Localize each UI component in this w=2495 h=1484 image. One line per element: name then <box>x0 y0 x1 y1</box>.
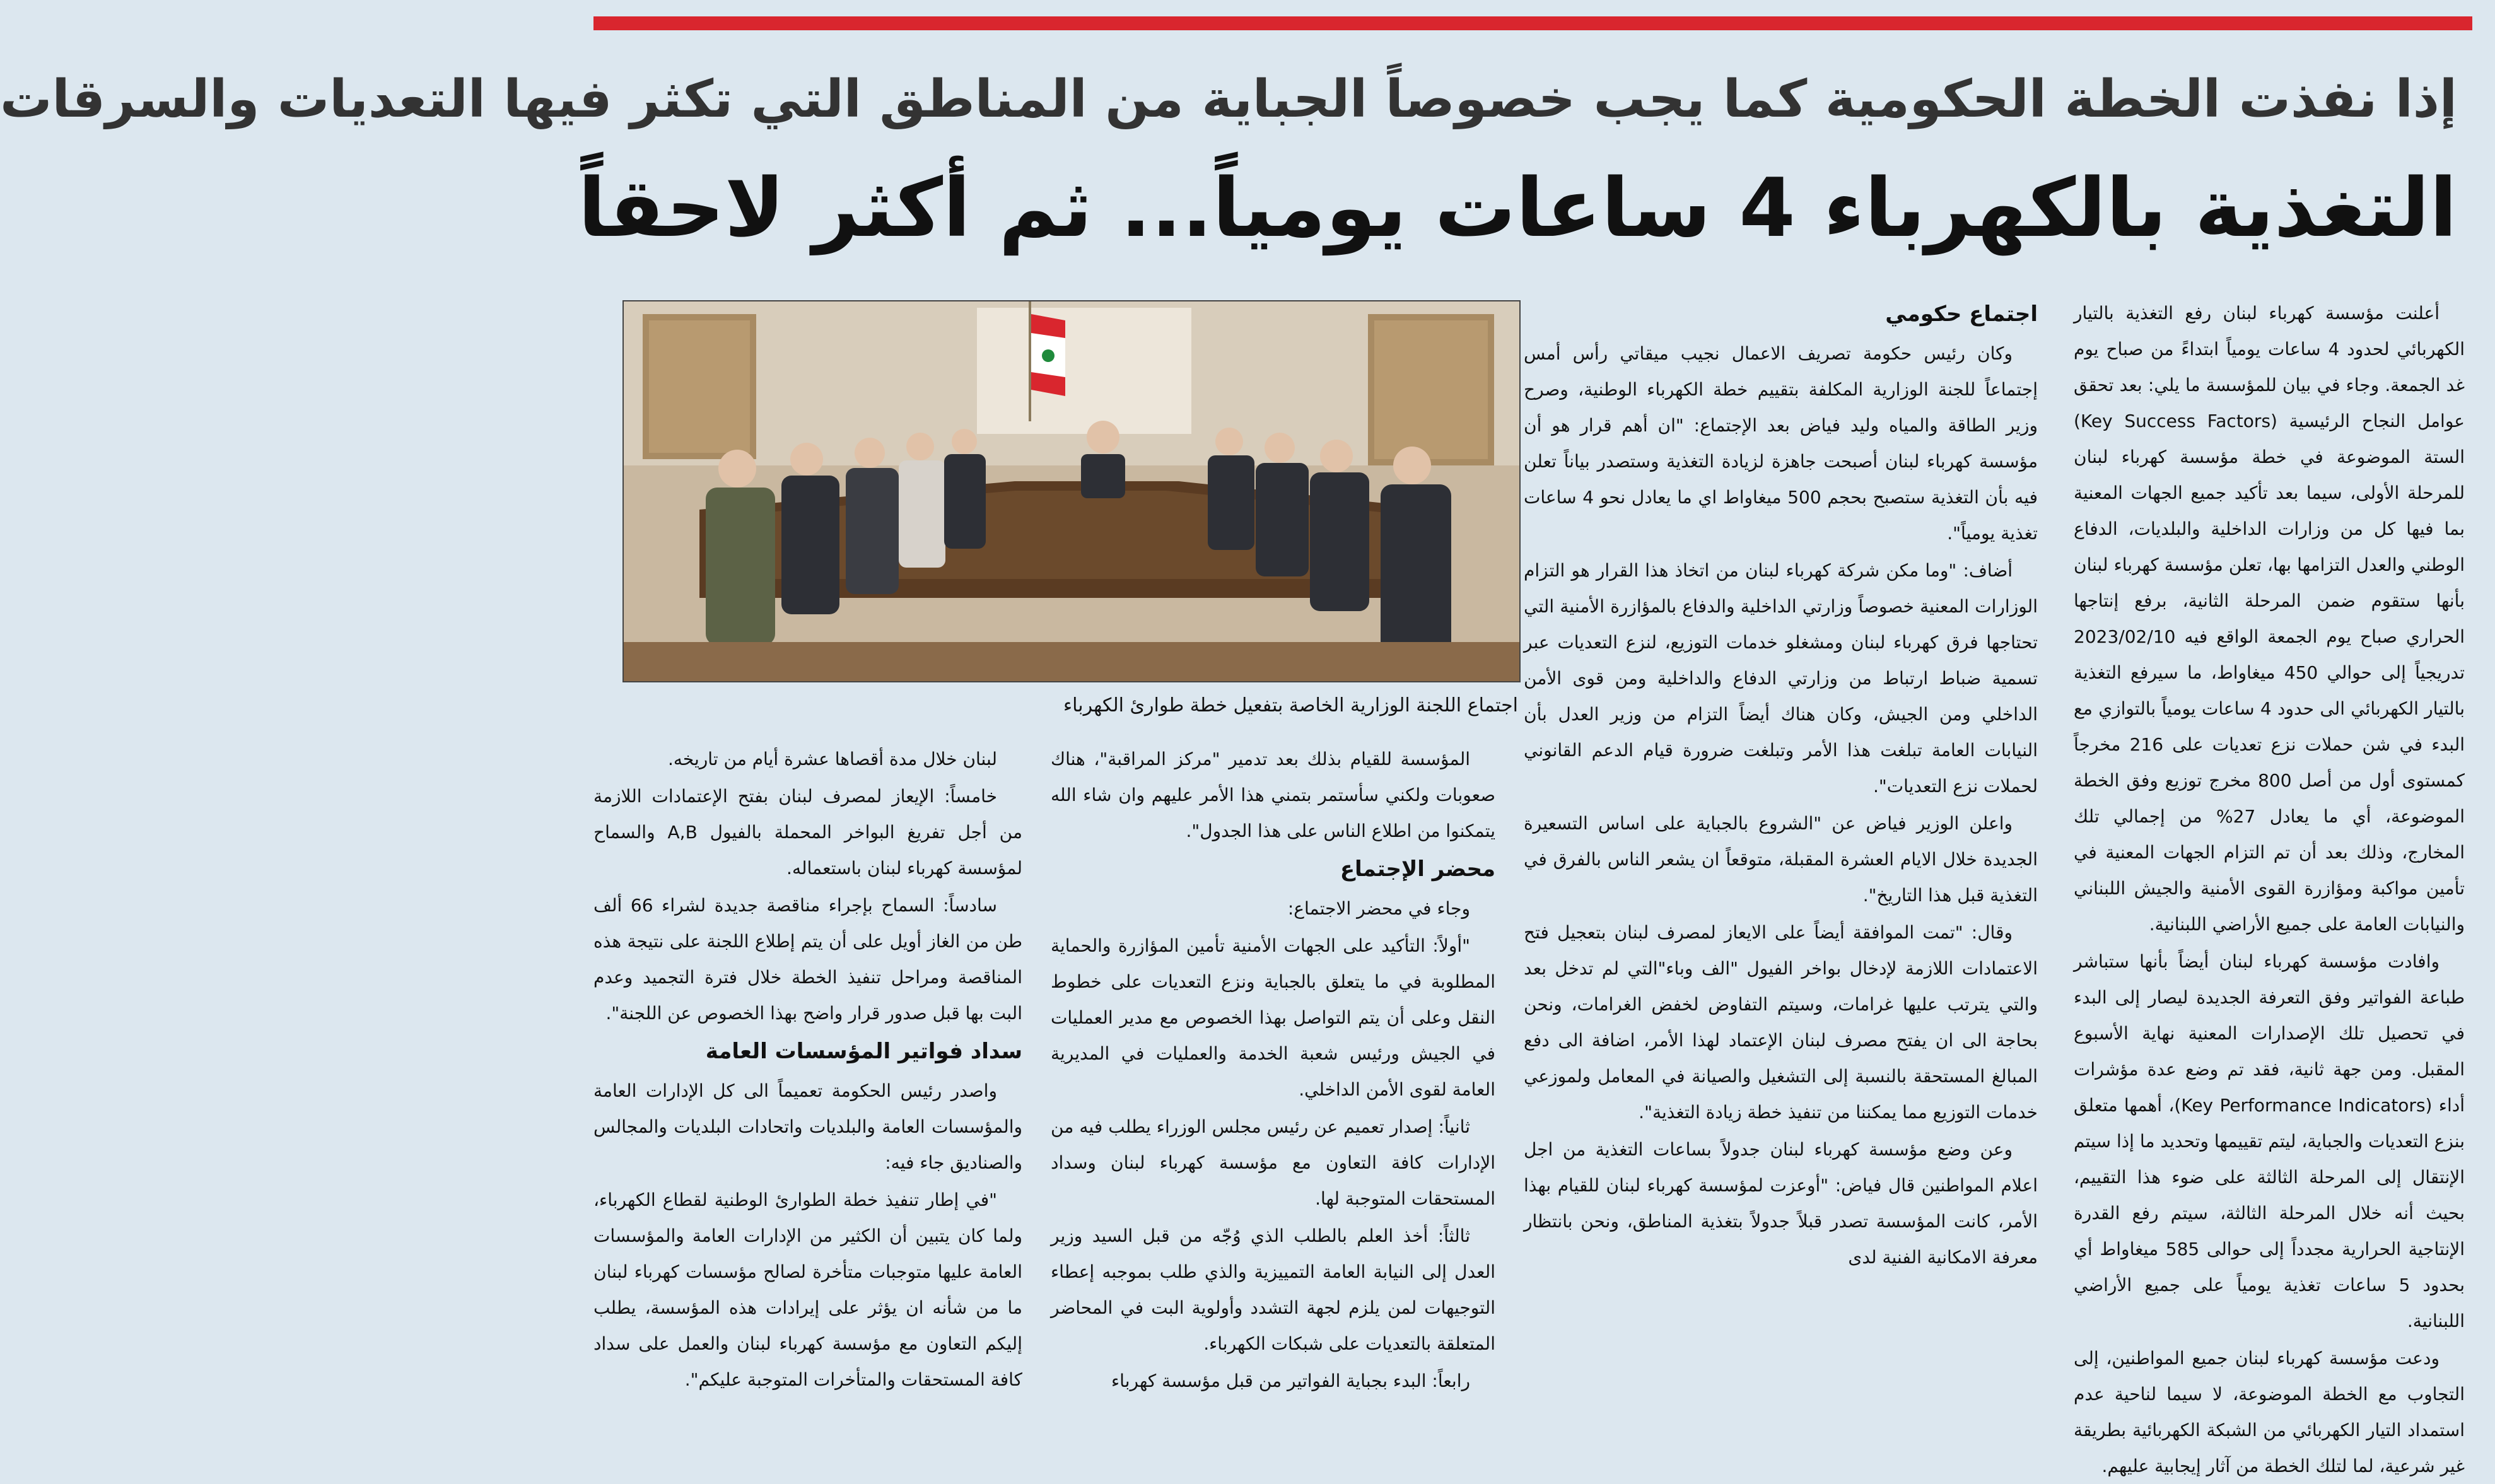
paragraph: سادساً: السماح بإجراء مناقصة جديدة لشراء 66 ألف طن من الغاز أويل على أن يتم إطلاع اللجنة على نتيجة هذه المناقصة ومراحل تنفيذ الخطة خلال فترة التجميد وعدم البت بها قبل صدور قرار واضح بهذا الخصوص عن اللجنة". <box>593 895 1022 1024</box>
paragraph: واعلن الوزير فياض عن "الشروع بالجباية على اساس التسعيرة الجديدة خلال الايام العشرة المقبلة، متوقعاً ان يشعر الناس بالفرق في التغذية قبل هذا التاريخ". <box>1524 813 2038 906</box>
subheading: محضر الإجتماع <box>1340 856 1495 882</box>
paragraph: المؤسسة للقيام بذلك بعد تدمير "مركز المراقبة"، هناك صعوبات ولكني سأستمر بتمني هذا الأمر عليهم وان شاء الله يتمكنوا من اطلاع الناس على هذا الجدول". <box>1051 749 1495 841</box>
paragraph: ودعت مؤسسة كهرباء لبنان جميع المواطنين، إلى التجاوب مع الخطة الموضوعة، لا سيما لناحية عدم استمداد التيار الكهربائي من الشبكة الكهربائية بطريقة غير شرعية، لما لتلك الخطة من آثار إيجابية عليهم. <box>2074 1348 2465 1476</box>
article-column-3 <box>1051 741 1495 1428</box>
photo-caption: اجتماع اللجنة الوزارية الخاصة بتفعيل خطة طوارئ الكهرباء <box>1063 694 1518 716</box>
paragraph: "في إطار تنفيذ خطة الطوارئ الوطنية لقطاع الكهرباء، ولما كان يتبين أن الكثير من الإدارات العامة والمؤسسات العامة عليها متوجبات متأخرة لصالح مؤسسات كهرباء لبنان ما من شأنه ان يؤثر على إيرادات هذه المؤسسة، يطلب إليكم التعاون مع مؤسسة كهرباء لبنان والعمل على سداد كافة المستحقات والمتأخرات المتوجبة عليكم". <box>593 1189 1022 1390</box>
subheading: اجتماع حكومي <box>1885 301 2038 327</box>
main-headline: التغذية بالكهرباء 4 ساعات يومياً... ثم أكثر لاحقاً <box>578 161 2457 255</box>
kicker-headline: إذا نفذت الخطة الحكومية كما يجب خصوصاً الجباية من المناطق التي تكثر فيها التعديات والسرقات <box>0 69 2457 129</box>
paragraph: واصدر رئيس الحكومة تعميماً الى كل الإدارات العامة والمؤسسات العامة والبلديات واتحادات البلديات والمجالس والصناديق جاء فيه: <box>593 1080 1022 1173</box>
article-column-2 <box>1524 295 2038 1424</box>
meeting-photo-illustration <box>624 301 1519 681</box>
paragraph: خامساً: الإيعاز لمصرف لبنان بفتح الإعتمادات اللازمة من أجل تفريغ البواخر المحملة بالفيول A,B والسماح لمؤسسة كهرباء لبنان باستعماله. <box>593 786 1022 879</box>
paragraph: أعلنت مؤسسة كهرباء لبنان رفع التغذية بالتيار الكهربائي لحدود 4 ساعات يومياً ابتداءً من صباح يوم غد الجمعة. وجاء في بيان للمؤسسة ما يلي: بعد تحقق عوامل النجاح الرئيسية (Key Success Factors) الستة الموضوعة في خطة مؤسسة كهرباء لبنان للمرحلة الأولى، سيما بعد تأكيد جميع الجهات المعنية بما فيها كل من وزارات الداخلية والبلديات، الدفاع الوطني والعدل التزامها بها، تعلن مؤسسة كهرباء لبنان بأنها ستقوم ضمن المرحلة الثانية، برفع إنتاجها الحراري صباح يوم الجمعة الواقع فيه 2023/02/10 تدريجياً إلى حوالي 450 ميغاواط، ما سيرفع التغذية بالتيار الكهربائي الى حدود 4 ساعات يومياً بالتوازي مع البدء في شن حملات نزع تعديات على 216 مخرجاً كمستوى أول من أصل 800 مخرج توزيع وفق الخطة الموضوعة، أي ما يعادل 27% من إجمالي تلك المخارج، وذلك بعد أن تم التزام الجهات المعنية في تأمين مواكبة ومؤازرة القوى الأمنية والجيش اللبناني والنيابات العامة على جميع الأراضي اللبنانية. <box>2074 303 2465 935</box>
paragraph: وافادت مؤسسة كهرباء لبنان أيضاً بأنها ستباشر طباعة الفواتير وفق التعرفة الجديدة ليصار إلى البدء في تحصيل تلك الإصدارات المعنية نهاية الأسبوع المقبل. ومن جهة ثانية، فقد تم وضع عدة مؤشرات أداء (Key Performance Indicators)، أهمها متعلق بنزع التعديات والجباية، ليتم تقييمها وتحديد ما إذا سيتم الإنتقال إلى المرحلة الثالثة على ضوء هذا التقييم، بحيث أنه خلال المرحلة الثالثة، سيتم رفع القدرة الإنتاجية الحرارية مجدداً إلى حوالى 585 ميغاواط أي بحدود 5 ساعات تغذية يومياً على جميع الأراضي اللبنانية. <box>2074 951 2465 1331</box>
top-accent-bar <box>593 16 2472 30</box>
paragraph: أضاف: "وما مكن شركة كهرباء لبنان من اتخاذ هذا القرار هو التزام الوزارات المعنية خصوصاً وزارتي الداخلية والدفاع بالمؤازرة الأمنية التي تحتاجها فرق كهرباء لبنان ومشغلو خدمات التوزيع، لنزع التعديات عبر تسمية ضباط ارتباط من وزارتي الدفاع والداخلية ومن قوى الأمن الداخلي ومن الجيش، وكان هناك أيضاً التزام من وزير العدل بأن النيابات العامة تبلغت هذا الأمر وتبلغت ضرورة قيام الدعم القانوني لحملات نزع التعديات". <box>1524 560 2038 797</box>
paragraph: لبنان خلال مدة أقصاها عشرة أيام من تاريخه. <box>667 749 997 769</box>
subheading: سداد فواتير المؤسسات العامة <box>705 1039 1022 1064</box>
paragraph: رابعاً: البدء بجباية الفواتير من قبل مؤسسة كهرباء <box>1111 1370 1470 1391</box>
meeting-photo <box>622 300 1521 682</box>
paragraph: ثالثاً: أخذ العلم بالطلب الذي وُجّه من قبل السيد وزير العدل إلى النيابة العامة التمييزية والذي طلب بموجبه إعطاء التوجيهات لمن يلزم لجهة التشدد وأولوية البت في المحاضر المتعلقة بالتعديات على شبكات الكهرباء. <box>1051 1225 1495 1354</box>
paragraph: ثانياً: إصدار تعميم عن رئيس مجلس الوزراء يطلب فيه من الإدارات كافة التعاون مع مؤسسة كهرباء لبنان وسداد المستحقات المتوجبة لها. <box>1051 1116 1495 1209</box>
paragraph: "أولاً: التأكيد على الجهات الأمنية تأمين المؤازرة والحماية المطلوبة في ما يتعلق بالجباية ونزع التعديات على خطوط النقل وعلى أن يتم التواصل بهذا الخصوص مع مدير العمليات في الجيش ورئيس شعبة الخدمة والعمليات في المديرية العامة لقوى الأمن الداخلي. <box>1051 935 1495 1100</box>
article-column-1 <box>2074 295 2465 1476</box>
article-column-4 <box>593 741 1022 1428</box>
paragraph: وكان رئيس حكومة تصريف الاعمال نجيب ميقاتي رأس أمس إجتماعاً للجنة الوزارية المكلفة بتقييم خطة الكهرباء الوطنية، وصرح وزير الطاقة والمياه وليد فياض بعد الإجتماع: "ان أهم قرار هو أن مؤسسة كهرباء لبنان أصبحت جاهزة لزيادة التغذية وستصدر بياناً تعلن فيه بأن التغذية ستصبح بحجم 500 ميغاواط اي ما يعادل نحو 4 ساعات تغذية يومياً". <box>1524 343 2038 544</box>
paragraph: وقال: "تمت الموافقة أيضاً على الايعاز لمصرف لبنان بتعجيل فتح الاعتمادات اللازمة لإدخال بواخر الفيول "الف وباء"التي لم تدخل بعد والتي يترتب عليها غرامات، وسيتم التفاوض لخفض الغرامات، ونحن بحاجة الى ان يفتح مصرف لبنان الإعتماد لهذا الأمر، اضافة الى دفع المبالغ المستحقة بالنسبة إلى التشغيل والصيانة في المعامل ولموزعي خدمات التوزيع مما يمكننا من تنفيذ خطة زيادة التغذية". <box>1524 922 2038 1123</box>
paragraph: وعن وضع مؤسسة كهرباء لبنان جدولاً بساعات التغذية من اجل اعلام المواطنين قال فياض: "أوعزت لمؤسسة كهرباء لبنان للقيام بهذا الأمر، كانت المؤسسة تصدر قبلاً جدولاً بتغذية المناطق، ونحن بانتظار معرفة الامكانية الفنية لدى <box>1524 1139 2038 1268</box>
paragraph: وجاء في محضر الاجتماع: <box>1287 898 1470 919</box>
